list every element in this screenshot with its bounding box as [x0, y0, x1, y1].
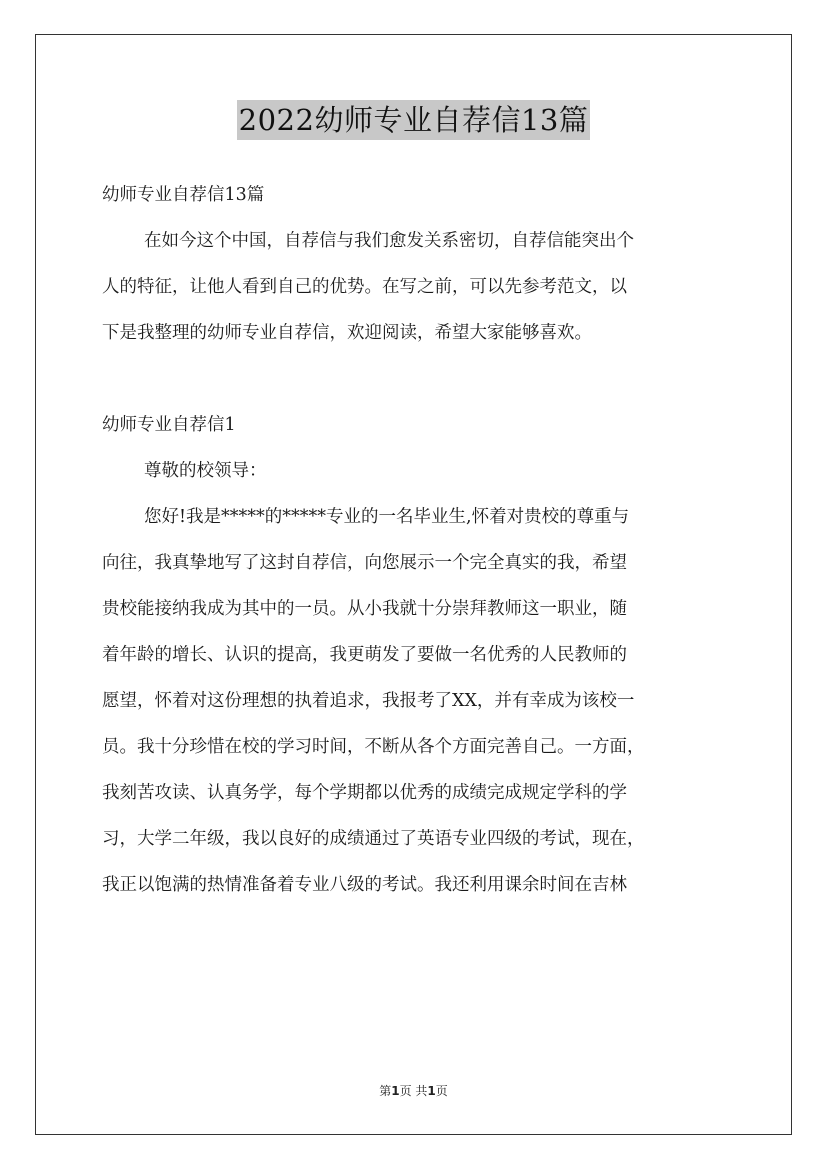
footer-prefix: 第 [379, 1084, 392, 1098]
body-line: 我刻苦攻读、认真务学，每个学期都以优秀的成绩完成规定学科的学 [102, 783, 627, 803]
body-line: 向往，我真挚地写了这封自荐信，向您展示一个完全真实的我，希望 [102, 553, 627, 573]
footer-total-pages: 1 [427, 1084, 436, 1098]
section-heading: 幼师专业自荐信1 [102, 415, 236, 435]
body-line: 我正以饱满的热情准备着专业八级的考试。我还利用课余时间在吉林 [102, 875, 627, 895]
document-body [102, 172, 742, 908]
spacer [102, 356, 742, 402]
intro-line: 下是我整理的幼师专业自荐信，欢迎阅读，希望大家能够喜欢。 [102, 323, 592, 343]
body-line: 贵校能接纳我成为其中的一员。从小我就十分崇拜教师这一职业，随 [102, 599, 627, 619]
subtitle: 幼师专业自荐信13篇 [102, 185, 265, 205]
body-line: 您好!我是*****的*****专业的一名毕业生,怀着对贵校的尊重与 [144, 507, 630, 527]
footer-suffix: 页 [435, 1084, 448, 1098]
salutation: 尊敬的校领导： [144, 461, 267, 481]
footer-middle: 页 共 [399, 1084, 428, 1098]
body-line: 习，大学二年级，我以良好的成绩通过了英语专业四级的考试，现在， [102, 829, 645, 849]
intro-line: 人的特征，让他人看到自己的优势。在写之前，可以先参考范文，以 [102, 277, 627, 297]
intro-line: 在如今这个中国，自荐信与我们愈发关系密切，自荐信能突出个 [144, 231, 634, 251]
document-title: 2022幼师专业自荐信13篇 [237, 100, 591, 140]
body-line: 着年龄的增长、认识的提高，我更萌发了要做一名优秀的人民教师的 [102, 645, 627, 665]
page-footer [0, 1082, 827, 1099]
body-line: 愿望，怀着对这份理想的执着追求，我报考了XX，并有幸成为该校一 [102, 691, 635, 711]
body-line: 员。我十分珍惜在校的学习时间，不断从各个方面完善自己。一方面， [102, 737, 645, 757]
footer-current-page: 1 [391, 1084, 400, 1098]
title-container [0, 100, 827, 140]
